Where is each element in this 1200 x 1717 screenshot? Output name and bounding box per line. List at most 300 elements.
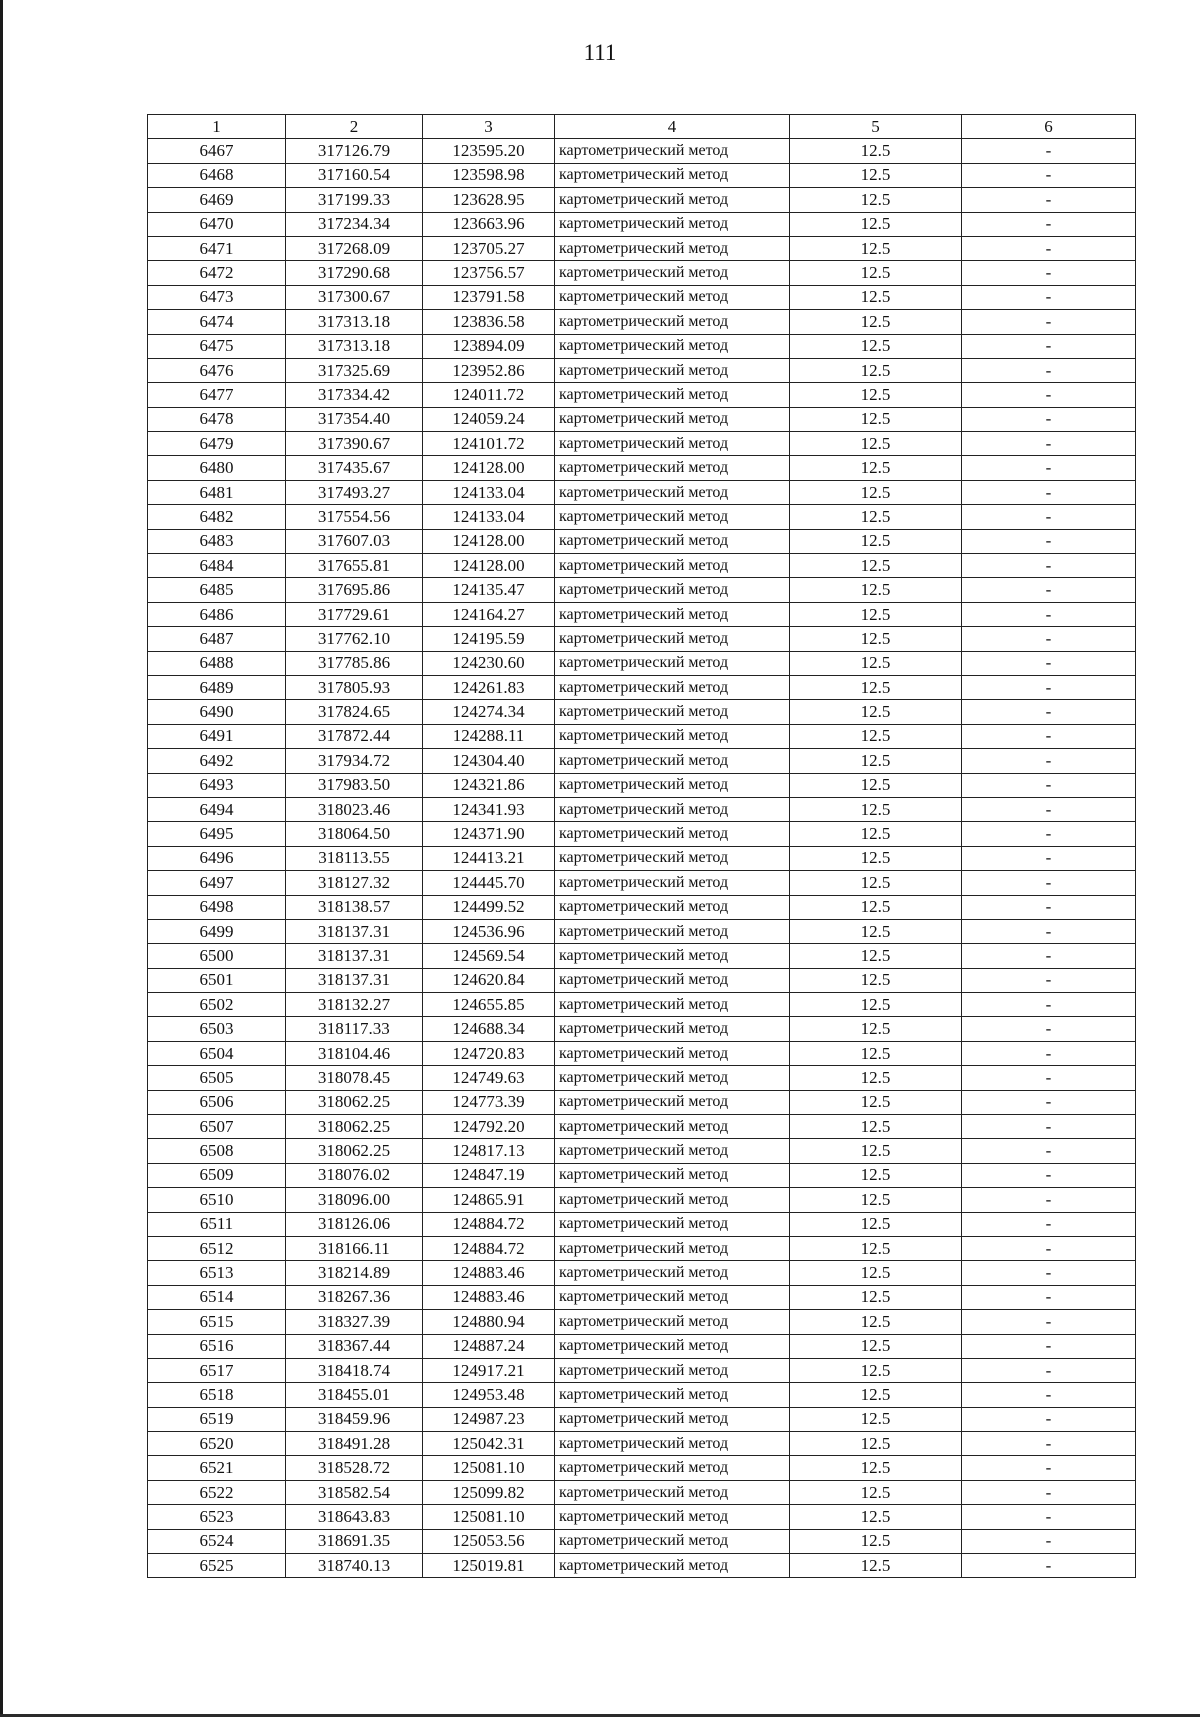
table-row xyxy=(148,1505,1136,1529)
point-number-cell: 6495 xyxy=(148,822,286,846)
method-cell: картометрический метод xyxy=(555,1334,790,1358)
x-coordinate-cell: 317268.09 xyxy=(286,236,423,260)
method-cell: картометрический метод xyxy=(555,675,790,699)
method-cell: картометрический метод xyxy=(555,505,790,529)
method-cell: картометрический метод xyxy=(555,432,790,456)
accuracy-cell: 12.5 xyxy=(790,432,962,456)
note-cell: - xyxy=(962,919,1136,943)
point-number-cell: 6473 xyxy=(148,285,286,309)
x-coordinate-cell: 318137.31 xyxy=(286,919,423,943)
method-cell: картометрический метод xyxy=(555,1188,790,1212)
y-coordinate-cell: 124865.91 xyxy=(423,1188,555,1212)
x-coordinate-cell: 317824.65 xyxy=(286,700,423,724)
note-cell: - xyxy=(962,285,1136,309)
point-number-cell: 6480 xyxy=(148,456,286,480)
table-row xyxy=(148,1139,1136,1163)
point-number-cell: 6472 xyxy=(148,261,286,285)
point-number-cell: 6477 xyxy=(148,383,286,407)
x-coordinate-cell: 318643.83 xyxy=(286,1505,423,1529)
point-number-cell: 6503 xyxy=(148,1017,286,1041)
accuracy-cell: 12.5 xyxy=(790,1236,962,1260)
accuracy-cell: 12.5 xyxy=(790,846,962,870)
method-cell: картометрический метод xyxy=(555,1236,790,1260)
point-number-cell: 6476 xyxy=(148,358,286,382)
x-coordinate-cell: 318113.55 xyxy=(286,846,423,870)
y-coordinate-cell: 124011.72 xyxy=(423,383,555,407)
x-coordinate-cell: 318740.13 xyxy=(286,1554,423,1578)
y-coordinate-cell: 124536.96 xyxy=(423,919,555,943)
y-coordinate-cell: 124304.40 xyxy=(423,749,555,773)
table-row xyxy=(148,944,1136,968)
accuracy-cell: 12.5 xyxy=(790,1529,962,1553)
table-row xyxy=(148,236,1136,260)
y-coordinate-cell: 124620.84 xyxy=(423,968,555,992)
table-row xyxy=(148,1383,1136,1407)
table-row xyxy=(148,1066,1136,1090)
accuracy-cell: 12.5 xyxy=(790,1188,962,1212)
y-coordinate-cell: 124133.04 xyxy=(423,505,555,529)
accuracy-cell: 12.5 xyxy=(790,1505,962,1529)
x-coordinate-cell: 317554.56 xyxy=(286,505,423,529)
y-coordinate-cell: 124883.46 xyxy=(423,1261,555,1285)
point-number-cell: 6517 xyxy=(148,1358,286,1382)
y-coordinate-cell: 125081.10 xyxy=(423,1505,555,1529)
point-number-cell: 6474 xyxy=(148,310,286,334)
note-cell: - xyxy=(962,724,1136,748)
accuracy-cell: 12.5 xyxy=(790,139,962,163)
method-cell: картометрический метод xyxy=(555,822,790,846)
method-cell: картометрический метод xyxy=(555,334,790,358)
note-cell: - xyxy=(962,1236,1136,1260)
table-row xyxy=(148,602,1136,626)
x-coordinate-cell: 318064.50 xyxy=(286,822,423,846)
note-cell: - xyxy=(962,1115,1136,1139)
point-number-cell: 6512 xyxy=(148,1236,286,1260)
x-coordinate-cell: 318166.11 xyxy=(286,1236,423,1260)
accuracy-cell: 12.5 xyxy=(790,163,962,187)
method-cell: картометрический метод xyxy=(555,846,790,870)
table-row xyxy=(148,1358,1136,1382)
accuracy-cell: 12.5 xyxy=(790,1358,962,1382)
accuracy-cell: 12.5 xyxy=(790,554,962,578)
note-cell: - xyxy=(962,1212,1136,1236)
point-number-cell: 6484 xyxy=(148,554,286,578)
point-number-cell: 6490 xyxy=(148,700,286,724)
y-coordinate-cell: 124128.00 xyxy=(423,456,555,480)
y-coordinate-cell: 125081.10 xyxy=(423,1456,555,1480)
accuracy-cell: 12.5 xyxy=(790,1407,962,1431)
x-coordinate-cell: 317126.79 xyxy=(286,139,423,163)
accuracy-cell: 12.5 xyxy=(790,993,962,1017)
point-number-cell: 6488 xyxy=(148,651,286,675)
note-cell: - xyxy=(962,1310,1136,1334)
coordinates-table xyxy=(147,114,1136,1578)
x-coordinate-cell: 317199.33 xyxy=(286,188,423,212)
note-cell: - xyxy=(962,529,1136,553)
point-number-cell: 6475 xyxy=(148,334,286,358)
y-coordinate-cell: 123836.58 xyxy=(423,310,555,334)
method-cell: картометрический метод xyxy=(555,1505,790,1529)
table-row xyxy=(148,285,1136,309)
accuracy-cell: 12.5 xyxy=(790,1163,962,1187)
point-number-cell: 6504 xyxy=(148,1041,286,1065)
x-coordinate-cell: 317695.86 xyxy=(286,578,423,602)
y-coordinate-cell: 124880.94 xyxy=(423,1310,555,1334)
y-coordinate-cell: 124128.00 xyxy=(423,554,555,578)
method-cell: картометрический метод xyxy=(555,1310,790,1334)
method-cell: картометрический метод xyxy=(555,1529,790,1553)
accuracy-cell: 12.5 xyxy=(790,358,962,382)
note-cell: - xyxy=(962,1066,1136,1090)
x-coordinate-cell: 318691.35 xyxy=(286,1529,423,1553)
table-row xyxy=(148,334,1136,358)
table-row xyxy=(148,651,1136,675)
x-coordinate-cell: 318104.46 xyxy=(286,1041,423,1065)
point-number-cell: 6485 xyxy=(148,578,286,602)
note-cell: - xyxy=(962,1261,1136,1285)
x-coordinate-cell: 318062.25 xyxy=(286,1115,423,1139)
accuracy-cell: 12.5 xyxy=(790,749,962,773)
table-row xyxy=(148,919,1136,943)
point-number-cell: 6506 xyxy=(148,1090,286,1114)
table-row xyxy=(148,1261,1136,1285)
table-row xyxy=(148,1090,1136,1114)
note-cell: - xyxy=(962,1456,1136,1480)
accuracy-cell: 12.5 xyxy=(790,334,962,358)
point-number-cell: 6499 xyxy=(148,919,286,943)
method-cell: картометрический метод xyxy=(555,188,790,212)
method-cell: картометрический метод xyxy=(555,1041,790,1065)
table-row xyxy=(148,1163,1136,1187)
y-coordinate-cell: 124953.48 xyxy=(423,1383,555,1407)
note-cell: - xyxy=(962,1139,1136,1163)
x-coordinate-cell: 317785.86 xyxy=(286,651,423,675)
point-number-cell: 6516 xyxy=(148,1334,286,1358)
method-cell: картометрический метод xyxy=(555,1090,790,1114)
method-cell: картометрический метод xyxy=(555,1261,790,1285)
y-coordinate-cell: 125053.56 xyxy=(423,1529,555,1553)
x-coordinate-cell: 317607.03 xyxy=(286,529,423,553)
table-row xyxy=(148,188,1136,212)
note-cell: - xyxy=(962,749,1136,773)
y-coordinate-cell: 123663.96 xyxy=(423,212,555,236)
accuracy-cell: 12.5 xyxy=(790,773,962,797)
point-number-cell: 6486 xyxy=(148,602,286,626)
note-cell: - xyxy=(962,1041,1136,1065)
y-coordinate-cell: 124792.20 xyxy=(423,1115,555,1139)
column-header: 3 xyxy=(423,115,555,139)
method-cell: картометрический метод xyxy=(555,700,790,724)
table-row xyxy=(148,822,1136,846)
method-cell: картометрический метод xyxy=(555,1480,790,1504)
method-cell: картометрический метод xyxy=(555,383,790,407)
method-cell: картометрический метод xyxy=(555,1017,790,1041)
y-coordinate-cell: 124101.72 xyxy=(423,432,555,456)
x-coordinate-cell: 317762.10 xyxy=(286,627,423,651)
x-coordinate-cell: 318327.39 xyxy=(286,1310,423,1334)
accuracy-cell: 12.5 xyxy=(790,919,962,943)
table-row xyxy=(148,1310,1136,1334)
y-coordinate-cell: 124688.34 xyxy=(423,1017,555,1041)
accuracy-cell: 12.5 xyxy=(790,188,962,212)
x-coordinate-cell: 317290.68 xyxy=(286,261,423,285)
method-cell: картометрический метод xyxy=(555,578,790,602)
x-coordinate-cell: 317300.67 xyxy=(286,285,423,309)
point-number-cell: 6520 xyxy=(148,1432,286,1456)
accuracy-cell: 12.5 xyxy=(790,627,962,651)
method-cell: картометрический метод xyxy=(555,554,790,578)
column-header: 1 xyxy=(148,115,286,139)
point-number-cell: 6494 xyxy=(148,797,286,821)
y-coordinate-cell: 124887.24 xyxy=(423,1334,555,1358)
accuracy-cell: 12.5 xyxy=(790,1041,962,1065)
note-cell: - xyxy=(962,505,1136,529)
method-cell: картометрический метод xyxy=(555,968,790,992)
y-coordinate-cell: 123595.20 xyxy=(423,139,555,163)
note-cell: - xyxy=(962,1334,1136,1358)
method-cell: картометрический метод xyxy=(555,163,790,187)
point-number-cell: 6468 xyxy=(148,163,286,187)
table-row xyxy=(148,627,1136,651)
table-row xyxy=(148,1041,1136,1065)
x-coordinate-cell: 318126.06 xyxy=(286,1212,423,1236)
accuracy-cell: 12.5 xyxy=(790,1480,962,1504)
table-row xyxy=(148,163,1136,187)
method-cell: картометрический метод xyxy=(555,358,790,382)
method-cell: картометрический метод xyxy=(555,1139,790,1163)
note-cell: - xyxy=(962,1505,1136,1529)
x-coordinate-cell: 318023.46 xyxy=(286,797,423,821)
table-row xyxy=(148,1529,1136,1553)
x-coordinate-cell: 317160.54 xyxy=(286,163,423,187)
note-cell: - xyxy=(962,188,1136,212)
note-cell: - xyxy=(962,383,1136,407)
table-row xyxy=(148,797,1136,821)
table-row xyxy=(148,383,1136,407)
note-cell: - xyxy=(962,822,1136,846)
note-cell: - xyxy=(962,944,1136,968)
note-cell: - xyxy=(962,578,1136,602)
accuracy-cell: 12.5 xyxy=(790,1456,962,1480)
x-coordinate-cell: 317354.40 xyxy=(286,407,423,431)
accuracy-cell: 12.5 xyxy=(790,1261,962,1285)
table-row xyxy=(148,505,1136,529)
x-coordinate-cell: 317872.44 xyxy=(286,724,423,748)
point-number-cell: 6493 xyxy=(148,773,286,797)
point-number-cell: 6487 xyxy=(148,627,286,651)
accuracy-cell: 12.5 xyxy=(790,310,962,334)
note-cell: - xyxy=(962,432,1136,456)
method-cell: картометрический метод xyxy=(555,797,790,821)
y-coordinate-cell: 123894.09 xyxy=(423,334,555,358)
y-coordinate-cell: 124817.13 xyxy=(423,1139,555,1163)
table-row xyxy=(148,456,1136,480)
method-cell: картометрический метод xyxy=(555,749,790,773)
x-coordinate-cell: 318096.00 xyxy=(286,1188,423,1212)
method-cell: картометрический метод xyxy=(555,602,790,626)
x-coordinate-cell: 317325.69 xyxy=(286,358,423,382)
method-cell: картометрический метод xyxy=(555,1432,790,1456)
table-row xyxy=(148,1017,1136,1041)
note-cell: - xyxy=(962,1358,1136,1382)
note-cell: - xyxy=(962,895,1136,919)
method-cell: картометрический метод xyxy=(555,1383,790,1407)
note-cell: - xyxy=(962,968,1136,992)
table-row xyxy=(148,1115,1136,1139)
accuracy-cell: 12.5 xyxy=(790,1310,962,1334)
y-coordinate-cell: 124499.52 xyxy=(423,895,555,919)
accuracy-cell: 12.5 xyxy=(790,968,962,992)
y-coordinate-cell: 124230.60 xyxy=(423,651,555,675)
y-coordinate-cell: 124445.70 xyxy=(423,871,555,895)
point-number-cell: 6523 xyxy=(148,1505,286,1529)
point-number-cell: 6489 xyxy=(148,675,286,699)
table-row xyxy=(148,578,1136,602)
method-cell: картометрический метод xyxy=(555,261,790,285)
x-coordinate-cell: 317334.42 xyxy=(286,383,423,407)
accuracy-cell: 12.5 xyxy=(790,895,962,919)
column-header: 5 xyxy=(790,115,962,139)
method-cell: картометрический метод xyxy=(555,871,790,895)
y-coordinate-cell: 124884.72 xyxy=(423,1236,555,1260)
x-coordinate-cell: 318267.36 xyxy=(286,1285,423,1309)
y-coordinate-cell: 124164.27 xyxy=(423,602,555,626)
x-coordinate-cell: 317655.81 xyxy=(286,554,423,578)
point-number-cell: 6513 xyxy=(148,1261,286,1285)
accuracy-cell: 12.5 xyxy=(790,700,962,724)
method-cell: картометрический метод xyxy=(555,1554,790,1578)
y-coordinate-cell: 123598.98 xyxy=(423,163,555,187)
method-cell: картометрический метод xyxy=(555,1066,790,1090)
table-row xyxy=(148,749,1136,773)
x-coordinate-cell: 317729.61 xyxy=(286,602,423,626)
accuracy-cell: 12.5 xyxy=(790,1017,962,1041)
table-row xyxy=(148,1407,1136,1431)
point-number-cell: 6469 xyxy=(148,188,286,212)
note-cell: - xyxy=(962,1407,1136,1431)
y-coordinate-cell: 124883.46 xyxy=(423,1285,555,1309)
accuracy-cell: 12.5 xyxy=(790,797,962,821)
note-cell: - xyxy=(962,310,1136,334)
method-cell: картометрический метод xyxy=(555,1407,790,1431)
point-number-cell: 6481 xyxy=(148,480,286,504)
accuracy-cell: 12.5 xyxy=(790,822,962,846)
y-coordinate-cell: 124261.83 xyxy=(423,675,555,699)
point-number-cell: 6471 xyxy=(148,236,286,260)
point-number-cell: 6509 xyxy=(148,1163,286,1187)
note-cell: - xyxy=(962,871,1136,895)
table-row xyxy=(148,212,1136,236)
table-row xyxy=(148,310,1136,334)
x-coordinate-cell: 318418.74 xyxy=(286,1358,423,1382)
note-cell: - xyxy=(962,212,1136,236)
method-cell: картометрический метод xyxy=(555,895,790,919)
y-coordinate-cell: 123705.27 xyxy=(423,236,555,260)
x-coordinate-cell: 318138.57 xyxy=(286,895,423,919)
accuracy-cell: 12.5 xyxy=(790,529,962,553)
table-row xyxy=(148,773,1136,797)
accuracy-cell: 12.5 xyxy=(790,1115,962,1139)
point-number-cell: 6492 xyxy=(148,749,286,773)
table-row xyxy=(148,407,1136,431)
note-cell: - xyxy=(962,480,1136,504)
table-row xyxy=(148,1236,1136,1260)
accuracy-cell: 12.5 xyxy=(790,1383,962,1407)
note-cell: - xyxy=(962,797,1136,821)
table-row xyxy=(148,480,1136,504)
accuracy-cell: 12.5 xyxy=(790,1139,962,1163)
note-cell: - xyxy=(962,139,1136,163)
accuracy-cell: 12.5 xyxy=(790,407,962,431)
method-cell: картометрический метод xyxy=(555,310,790,334)
x-coordinate-cell: 318062.25 xyxy=(286,1139,423,1163)
x-coordinate-cell: 318127.32 xyxy=(286,871,423,895)
accuracy-cell: 12.5 xyxy=(790,602,962,626)
accuracy-cell: 12.5 xyxy=(790,505,962,529)
x-coordinate-cell: 318076.02 xyxy=(286,1163,423,1187)
note-cell: - xyxy=(962,1383,1136,1407)
y-coordinate-cell: 124274.34 xyxy=(423,700,555,724)
y-coordinate-cell: 124720.83 xyxy=(423,1041,555,1065)
table-row xyxy=(148,895,1136,919)
y-coordinate-cell: 124195.59 xyxy=(423,627,555,651)
method-cell: картометрический метод xyxy=(555,480,790,504)
accuracy-cell: 12.5 xyxy=(790,724,962,748)
note-cell: - xyxy=(962,1432,1136,1456)
note-cell: - xyxy=(962,554,1136,578)
scan-left-edge xyxy=(0,0,3,1717)
x-coordinate-cell: 317435.67 xyxy=(286,456,423,480)
point-number-cell: 6510 xyxy=(148,1188,286,1212)
x-coordinate-cell: 318455.01 xyxy=(286,1383,423,1407)
table-row xyxy=(148,1212,1136,1236)
point-number-cell: 6524 xyxy=(148,1529,286,1553)
note-cell: - xyxy=(962,1090,1136,1114)
table-row xyxy=(148,1432,1136,1456)
note-cell: - xyxy=(962,993,1136,1017)
method-cell: картометрический метод xyxy=(555,993,790,1017)
point-number-cell: 6482 xyxy=(148,505,286,529)
y-coordinate-cell: 124917.21 xyxy=(423,1358,555,1382)
point-number-cell: 6496 xyxy=(148,846,286,870)
y-coordinate-cell: 123628.95 xyxy=(423,188,555,212)
accuracy-cell: 12.5 xyxy=(790,871,962,895)
y-coordinate-cell: 123952.86 xyxy=(423,358,555,382)
x-coordinate-cell: 318062.25 xyxy=(286,1090,423,1114)
note-cell: - xyxy=(962,1554,1136,1578)
accuracy-cell: 12.5 xyxy=(790,578,962,602)
y-coordinate-cell: 124569.54 xyxy=(423,944,555,968)
table-row xyxy=(148,554,1136,578)
column-header: 6 xyxy=(962,115,1136,139)
note-cell: - xyxy=(962,1285,1136,1309)
point-number-cell: 6500 xyxy=(148,944,286,968)
method-cell: картометрический метод xyxy=(555,1456,790,1480)
method-cell: картометрический метод xyxy=(555,1358,790,1382)
point-number-cell: 6505 xyxy=(148,1066,286,1090)
table-row xyxy=(148,993,1136,1017)
table-row xyxy=(148,724,1136,748)
point-number-cell: 6478 xyxy=(148,407,286,431)
table-row xyxy=(148,968,1136,992)
table-row xyxy=(148,846,1136,870)
table-row xyxy=(148,432,1136,456)
table-row xyxy=(148,675,1136,699)
method-cell: картометрический метод xyxy=(555,1163,790,1187)
y-coordinate-cell: 124059.24 xyxy=(423,407,555,431)
accuracy-cell: 12.5 xyxy=(790,212,962,236)
point-number-cell: 6511 xyxy=(148,1212,286,1236)
